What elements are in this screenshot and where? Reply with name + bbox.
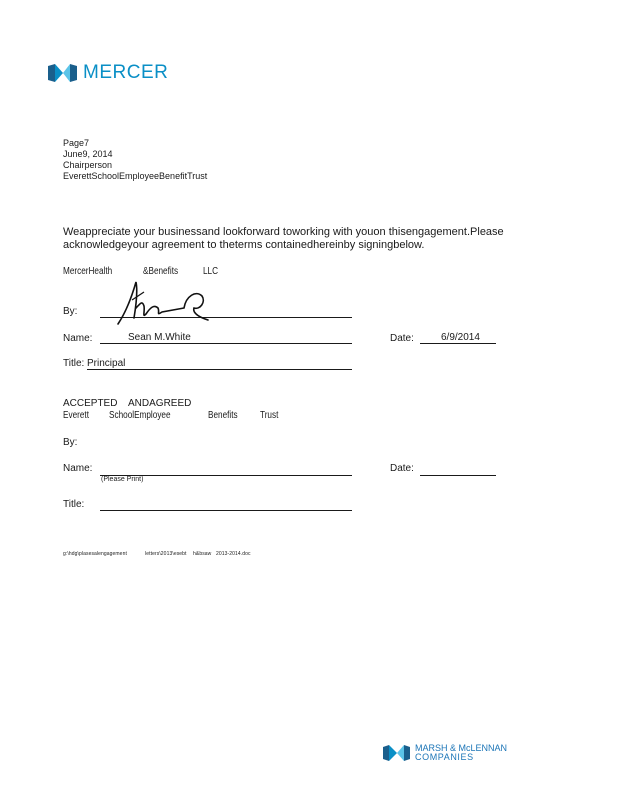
mmc-logo — [383, 744, 513, 764]
mercer-logo — [48, 62, 178, 84]
mercer-name-value: Sean M.White — [128, 332, 191, 343]
mercer-date-label: Date: — [390, 333, 414, 344]
footer-filepath-part4: 2013-2014.doc — [216, 551, 251, 557]
footer-filepath-part1: g:\hdg\plasesalengagement — [63, 551, 127, 557]
mercer-date-value: 6/9/2014 — [441, 332, 480, 343]
mercer-name-line — [100, 343, 352, 344]
recipient-title: Chairperson — [63, 160, 113, 170]
recipient-org: EverettSchoolEmployeeBenefitTrust — [63, 171, 208, 181]
client-company-part4: Trust — [260, 410, 279, 421]
body-paragraph-line2: acknowledgeyour agreement to theterms containedhereinby signingbelow. — [63, 239, 425, 251]
mercer-logo-mark-icon — [48, 64, 78, 82]
client-company-part1: Everett — [63, 410, 89, 421]
mercer-logo-text: MERCER — [83, 62, 169, 83]
mercer-title-line — [87, 369, 352, 370]
please-print-note: (Please Print) — [101, 476, 144, 483]
body-paragraph-line1: Weappreciate your businessand lookforward toworking with youon thisengagement.Please — [63, 226, 504, 238]
mercer-company-part1: MercerHealth — [63, 266, 113, 277]
mercer-title-value: Principal — [87, 358, 126, 369]
client-title-line — [100, 510, 352, 511]
client-title-label: Title: — [63, 499, 85, 510]
letter-date: June9, 2014 — [63, 149, 113, 159]
client-name-label: Name: — [63, 463, 93, 474]
mmc-logo-line1: MARSH & McLENNAN — [415, 743, 508, 753]
client-by-label: By: — [63, 437, 78, 448]
signature-icon — [114, 278, 214, 328]
client-company-part3: Benefits — [208, 410, 238, 421]
mercer-company-part3: LLC — [203, 266, 219, 277]
footer-filepath-part3: h&bsaw — [193, 551, 212, 557]
mmc-logo-mark-icon — [383, 745, 411, 761]
mercer-title-label: Title: — [63, 358, 85, 369]
mercer-date-line — [420, 343, 496, 344]
page-number: Page7 — [63, 138, 90, 148]
mercer-by-label: By: — [63, 306, 78, 317]
client-company-part2: SchoolEmployee — [109, 410, 171, 421]
mmc-logo-line2: COMPANIES — [415, 752, 474, 762]
mercer-name-label: Name: — [63, 333, 93, 344]
client-date-line — [420, 475, 496, 476]
footer-filepath-part2: letters\2013\esebt — [145, 551, 187, 557]
client-date-label: Date: — [390, 463, 414, 474]
mercer-company-part2: &Benefits — [143, 266, 179, 277]
accepted-heading: ACCEPTED ANDAGREED — [63, 398, 192, 409]
